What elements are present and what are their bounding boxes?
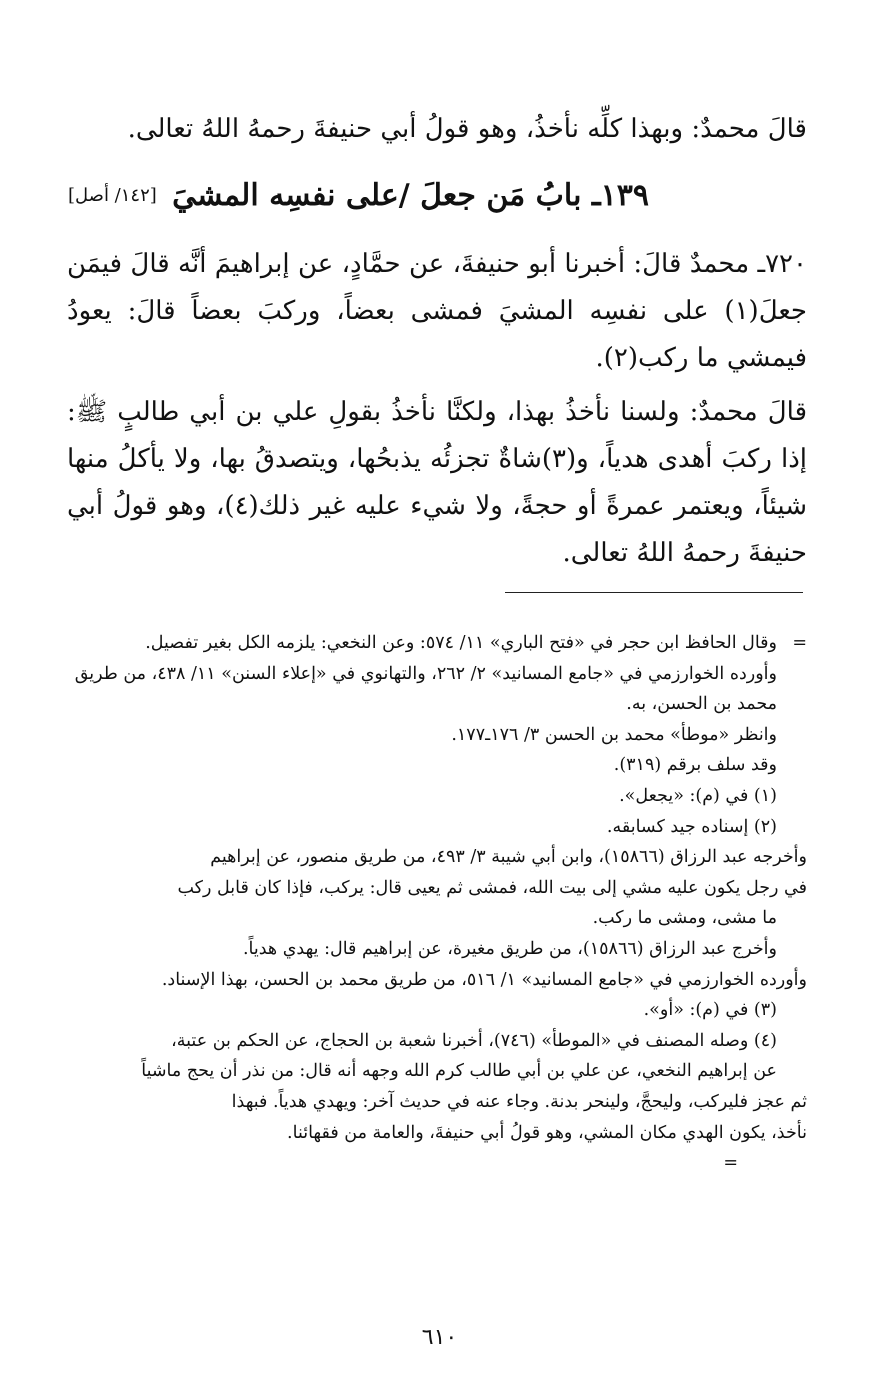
footnote-line: نأخذ، يكون الهدي مكان المشي، وهو قولُ أبي حنيفةَ، والعامة من فقهائنا.	[287, 1122, 807, 1143]
chapter-title: ١٣٩ـ بابُ مَن جعلَ /على نفسِه المشيَ	[172, 178, 649, 213]
footnote-line: وأورده الخوارزمي في «جامع المسانيد» ٢/ ٢٦٢، والتهانوي في «إعلاء السنن» ١١/ ٤٣٨، من طريق محمد بن الحسن، به.	[74, 663, 777, 715]
footnote-line	[62, 628, 807, 659]
footnote-line: في رجل يكون عليه مشي إلى بيت الله، فمشى ثم يعيى قال: يركب، فإذا كان قابل ركب	[177, 877, 807, 898]
continuation-mark: =	[723, 1153, 739, 1174]
footnote-line: وأخرجه عبد الرزاق (١٥٨٦٦)، وابن أبي شيبة ٣/ ٤٩٣، من طريق منصور، عن إبراهيم	[210, 847, 807, 868]
footnote-line: ثم عجز فليركب، وليحجَّ، ولينحر بدنة. وجاء عنه في حديث آخر: ويهدي هدياً. فبهذا	[231, 1091, 807, 1112]
hadith-paragraph: ٧٢٠ـ محمدٌ قالَ: أخبرنا أبو حنيفةَ، عن حمَّادٍ، عن إبراهيمَ أنَّه قالَ فيمَن جعلَ(١) على نفسِه المشيَ فمشى بعضاً، وركبَ بعضاً قالَ: يعودُ فيمشي ما ركب(٢).	[67, 249, 807, 373]
footnote-line: عن إبراهيم النخعي، عن علي بن أبي طالب كرم الله وجهه أنه قال: من نذر أن يحج ماشياً	[141, 1061, 777, 1082]
intro-paragraph: قالَ محمدٌ: وبهذا كلِّه نأخذُ، وهو قولُ أبي حنيفةَ رحمهُ اللهُ تعالى.	[127, 114, 807, 144]
footnote-line: ما مشى، ومشى ما ركب.	[592, 908, 777, 929]
footnote-line: وقد سلف برقم (٣١٩).	[613, 755, 777, 776]
footnote-line: (٣) في (م): «أو».	[643, 1000, 777, 1021]
footnotes	[62, 628, 807, 1179]
margin-reference: [١٤٢/ أصل]	[68, 185, 157, 206]
footnote-divider	[505, 592, 803, 593]
page-number: ٦١٠	[421, 1325, 458, 1350]
footnote-line: (٢) إسناده جيد كسابقه.	[606, 816, 777, 837]
footnote-line: (١) في (م): «يجعل».	[619, 785, 777, 806]
footnote-text: وقال الحافظ ابن حجر في «فتح الباري» ١١/ ٥٧٤: وعن النخعي: يلزمه الكل بغير تفصيل.	[145, 633, 777, 653]
footnote-line: وأورده الخوارزمي في «جامع المسانيد» ١/ ٥١٦، من طريق محمد بن الحسن، بهذا الإسناد.	[161, 969, 807, 990]
footnote-line: وانظر «موطأ» محمد بن الحسن ٣/ ١٧٦ـ١٧٧.	[451, 724, 777, 745]
footnote-line: (٤) وصله المصنف في «الموطأ» (٧٤٦)، أخبرنا شعبة بن الحجاج، عن الحكم بن عتبة،	[171, 1030, 777, 1051]
commentary-paragraph: قالَ محمدٌ: ولسنا نأخذُ بهذا، ولكنَّا نأخذُ بقولِ علي بن أبي طالبٍ ﷺ: إذا ركبَ أهدى هدياً، و(٣)شاةٌ تجزئُه يذبحُها، ويتصدقُ بها، ولا يأكلُ منها شيئاً، ويعتمر عمرةً أو حجةً، ولا شيء عليه غير ذلك(٤)، وهو قولُ أبي حنيفةَ رحمهُ اللهُ تعالى.	[67, 397, 807, 568]
continuation-mark: =	[792, 633, 807, 653]
footnote-line	[62, 1148, 807, 1179]
footnote-line: وأخرج عبد الرزاق (١٥٨٦٦)، من طريق مغيرة، عن إبراهيم قال: يهدي هدياً.	[242, 938, 777, 959]
